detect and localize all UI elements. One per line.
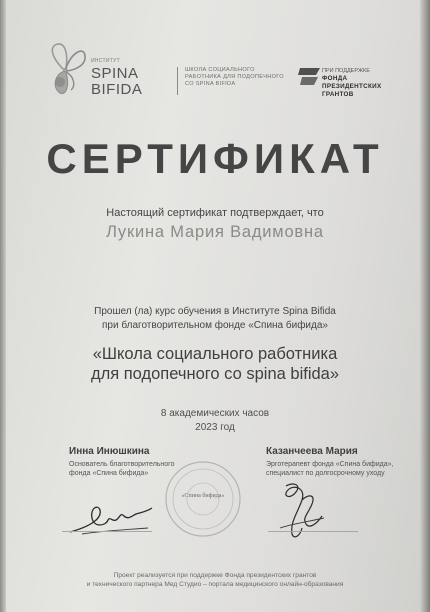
signatory-role (69, 460, 174, 478)
logo-institute-label: ИНСТИТУТ (91, 58, 120, 64)
signatory-name: Казанчеева Мария (266, 446, 358, 457)
seal-label: «Спина бифида» (181, 493, 225, 499)
signature-line (62, 531, 152, 532)
school-logo-line: ШКОЛА СОЦИАЛЬНОГО (185, 67, 255, 73)
footer-line2: и технического партнера Мед Студио – портала медицинского онлайн-образования (86, 581, 344, 588)
footer-note (0, 571, 430, 589)
signatory-role-line: Эрготерапевт фонда «Спина бифида», (266, 461, 394, 468)
grant-fund-logo-icon (298, 68, 320, 85)
school-logo-line: РАБОТНИКА ДЛЯ ПОДОПЕЧНОГО (185, 74, 284, 80)
certificate-year: 2023 год (195, 422, 235, 433)
grant-fund-line: ПРЕЗИДЕНТСКИХ (322, 83, 382, 90)
certificate-title: СЕРТИФИКАТ (46, 135, 384, 182)
grant-support-label: ПРИ ПОДДЕРЖКЕ (322, 68, 370, 74)
confirm-text: Настоящий сертификат подтверждает, что (106, 207, 324, 219)
butterfly-logo-icon (44, 40, 88, 100)
logo-spina-text: SPINA (91, 65, 139, 82)
signatory-role-line: специалист по долгосрочному уходу (266, 470, 385, 477)
course-text-line2: при благотворительном фонде «Спина бифида» (102, 320, 328, 331)
handwritten-signature (62, 498, 162, 538)
school-logo-text (185, 67, 305, 88)
recipient-name: Лукина Мария Вадимовна (106, 223, 324, 241)
signatory-role-line: фонда «Спина бифида» (69, 470, 149, 477)
grant-fund-line: ГРАНТОВ (322, 91, 354, 98)
signatory-role-line: Основатель благотворительного (69, 461, 175, 468)
footer-line1: Проект реализуется при поддержке Фонда президентских грантов (113, 572, 317, 579)
school-name-line2: для подопечного со spina bifida» (90, 365, 340, 383)
signatory-role (266, 460, 393, 478)
logo-bifida-text: BIFIDA (91, 81, 143, 98)
handwritten-signature (272, 478, 332, 544)
academic-hours: 8 академических часов (160, 408, 270, 419)
organization-seal (164, 460, 242, 538)
header-divider (177, 67, 178, 95)
school-logo-line: СО SPINA BIFIDA (185, 81, 236, 87)
school-name-line1: «Школа социального работника (92, 345, 338, 363)
signatory-name: Инна Инюшкина (69, 446, 150, 457)
grant-fund-logo-text (322, 67, 412, 99)
course-text-line1: Прошел (ла) курс обучения в Институте Spina Bifida (94, 306, 336, 317)
grant-fund-line: ФОНДА (322, 75, 348, 82)
signature-line (268, 531, 358, 532)
